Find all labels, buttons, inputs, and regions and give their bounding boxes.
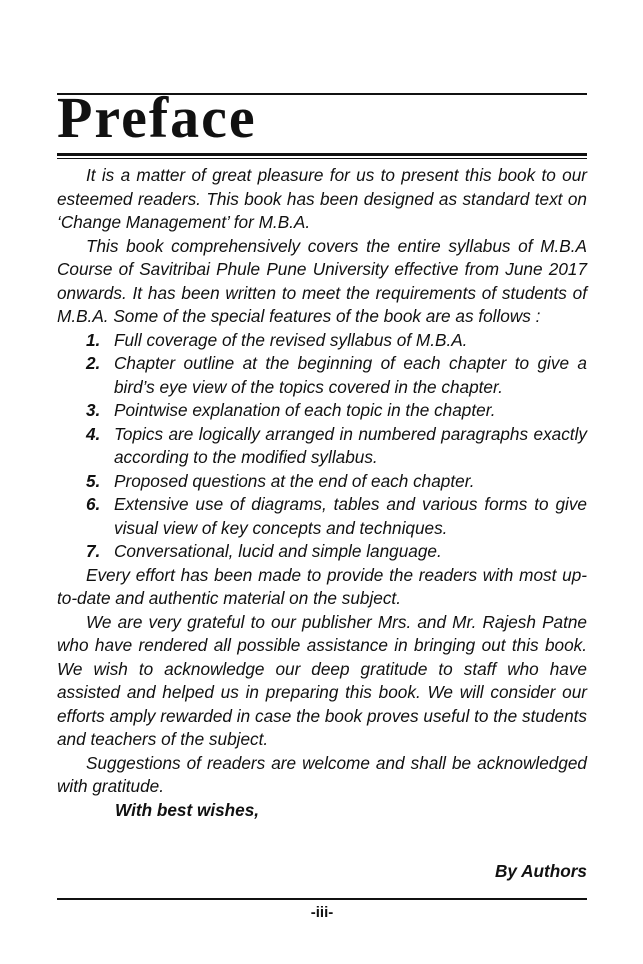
paragraph-acknowledgement: We are very grateful to our publisher Mrs. and Mr. Rajesh Patne who have rendered all possible assistance in bringing out this book. We wish to acknowledge our deep gratitude to staff who have assisted and helped us in preparing this book. We will consider our efforts amply rewarded in case the book proves useful to the students and teachers of the subject. [57, 611, 587, 749]
list-item [57, 352, 587, 399]
page-number: -iii- [310, 904, 334, 921]
paragraph-intro: It is a matter of great pleasure for us to present this book to our esteemed readers. This book has been designed as standard text on ‘Change Management’ for M.B.A. [57, 165, 587, 232]
list-text: Full coverage of the revised syllabus of M.B.A. [114, 329, 468, 350]
list-number: 3. [86, 400, 101, 420]
list-item [57, 423, 587, 470]
signature-byline: By Authors [495, 861, 587, 881]
list-number: 1. [86, 329, 101, 350]
list-text: Conversational, lucid and simple language. [114, 541, 442, 561]
list-number: 2. [86, 353, 101, 373]
features-list [57, 329, 587, 564]
list-item [57, 493, 587, 540]
list-text: Pointwise explanation of each topic in the chapter. [114, 400, 496, 420]
paragraph-suggestions: Suggestions of readers are welcome and shall be acknowledged with gratitude. [57, 752, 587, 796]
list-number: 5. [86, 470, 101, 491]
list-number: 4. [86, 423, 101, 444]
list-item [57, 329, 587, 353]
paragraph-syllabus: This book comprehensively covers the entire syllabus of M.B.A Course of Savitribai Phule Pune University effective from June 2017 onwards. It has been written to meet the requirements of students of M.B.A. Some of the special features of the book are as follows : [57, 235, 587, 326]
preface-body [57, 164, 587, 822]
title-rule-thick [57, 153, 587, 156]
title-rule-thin [57, 158, 587, 159]
list-text: Proposed questions at the end of each chapter. [114, 470, 475, 491]
list-item [57, 399, 587, 423]
closing-wishes: With best wishes, [115, 799, 260, 820]
list-item [57, 540, 587, 564]
paragraph-effort: Every effort has been made to provide the readers with most up-to-date and authentic material on the subject. [57, 564, 587, 608]
list-number: 7. [86, 541, 101, 561]
list-item [57, 470, 587, 494]
list-text: Extensive use of diagrams, tables and various forms to give visual view of key concepts and techniques. [114, 494, 587, 538]
list-text: Chapter outline at the beginning of each chapter to give a bird’s eye view of the topics covered in the chapter. [114, 353, 587, 397]
list-number: 6. [86, 494, 101, 514]
page-title: Preface [57, 85, 257, 150]
bottom-rule [57, 898, 587, 900]
list-text: Topics are logically arranged in numbered paragraphs exactly according to the modified syllabus. [114, 423, 587, 467]
